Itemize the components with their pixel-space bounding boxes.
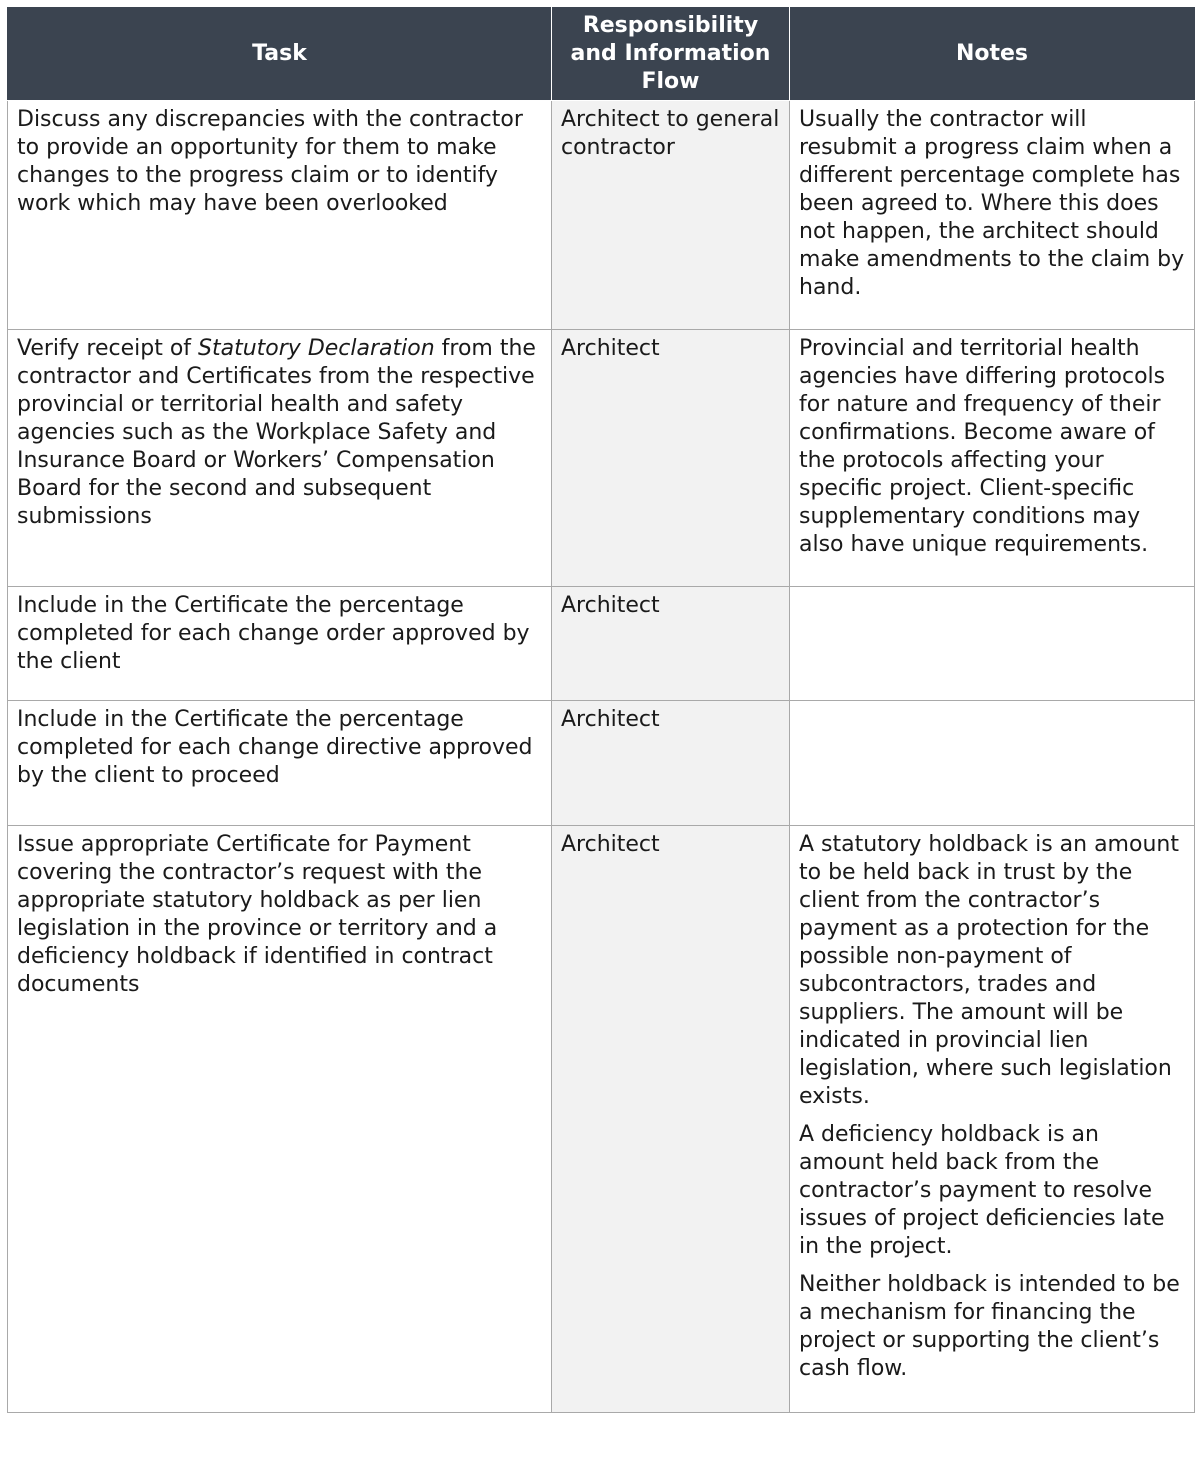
task-text-end: from the contractor and Certificates from the respective provincial or territorial health and safety agencies such as the Workplace Safety and Insurance Board or Workers’ Compensation Board for the second and subsequent submissions <box>17 336 536 529</box>
table-row <box>8 587 1195 701</box>
task-text: Include in the Certificate the percentage completed for each change order approved by the client <box>17 593 530 674</box>
notes-cell <box>790 587 1195 701</box>
responsibility-table <box>7 7 1195 1413</box>
task-cell <box>8 101 552 330</box>
notes-cell <box>790 826 1195 1413</box>
note-paragraph: A statutory holdback is an amount to be held back in trust by the client from the contractor’s payment as a protection for the possible non-payment of subcontractors, trades and suppliers. The amount will be indicated in provincial lien legislation, where such legislation exists. <box>799 832 1179 1109</box>
responsibility-cell: Architect <box>552 330 790 587</box>
task-cell <box>8 826 552 1413</box>
task-text: Discuss any discrepancies with the contractor to provide an opportunity for them to make changes to the progress claim or to identify work which may have been overlooked <box>17 107 523 216</box>
notes-cell <box>790 701 1195 826</box>
notes-cell <box>790 330 1195 587</box>
task-cell <box>8 701 552 826</box>
task-text: Include in the Certificate the percentage completed for each change directive approved by the client to proceed <box>17 707 533 788</box>
task-cell <box>8 587 552 701</box>
task-text-start: Verify receipt of <box>17 336 199 361</box>
header-row <box>8 7 1195 101</box>
table-row <box>8 826 1195 1413</box>
table-body <box>8 101 1195 1413</box>
note-paragraph: A deficiency holdback is an amount held back from the contractor’s payment to resolve issues of project deficiencies late in the project. <box>799 1122 1165 1259</box>
header-task: Task <box>8 7 552 101</box>
note-paragraph: Provincial and territorial health agencies have differing protocols for nature and frequency of their confirmations. Become aware of the protocols affecting your specific project. Client-specific supplementary conditions may also have unique requirements. <box>799 336 1166 557</box>
task-cell <box>8 330 552 587</box>
task-text <box>17 336 536 529</box>
table-row <box>8 701 1195 826</box>
responsibility-cell: Architect <box>552 826 790 1413</box>
notes-cell <box>790 101 1195 330</box>
header-responsibility: Responsibility and Information Flow <box>552 7 790 101</box>
task-text: Issue appropriate Certificate for Payment covering the contractor’s request with the appropriate statutory holdback as per lien legislation in the province or territory and a deficiency holdback if identified in contract documents <box>17 832 498 997</box>
note-paragraph: Usually the contractor will resubmit a progress claim when a different percentage complete has been agreed to. Where this does not happen, the architect should make amendments to the claim by hand. <box>799 107 1185 300</box>
table-header <box>8 7 1195 101</box>
responsibility-cell: Architect to general contractor <box>552 101 790 330</box>
task-text-italic: Statutory Declaration <box>198 336 435 361</box>
header-notes: Notes <box>790 7 1195 101</box>
table-row <box>8 330 1195 587</box>
responsibility-cell: Architect <box>552 587 790 701</box>
responsibility-cell: Architect <box>552 701 790 826</box>
table-row <box>8 101 1195 330</box>
note-paragraph: Neither holdback is intended to be a mechanism for financing the project or supporting the client’s cash flow. <box>799 1272 1180 1381</box>
